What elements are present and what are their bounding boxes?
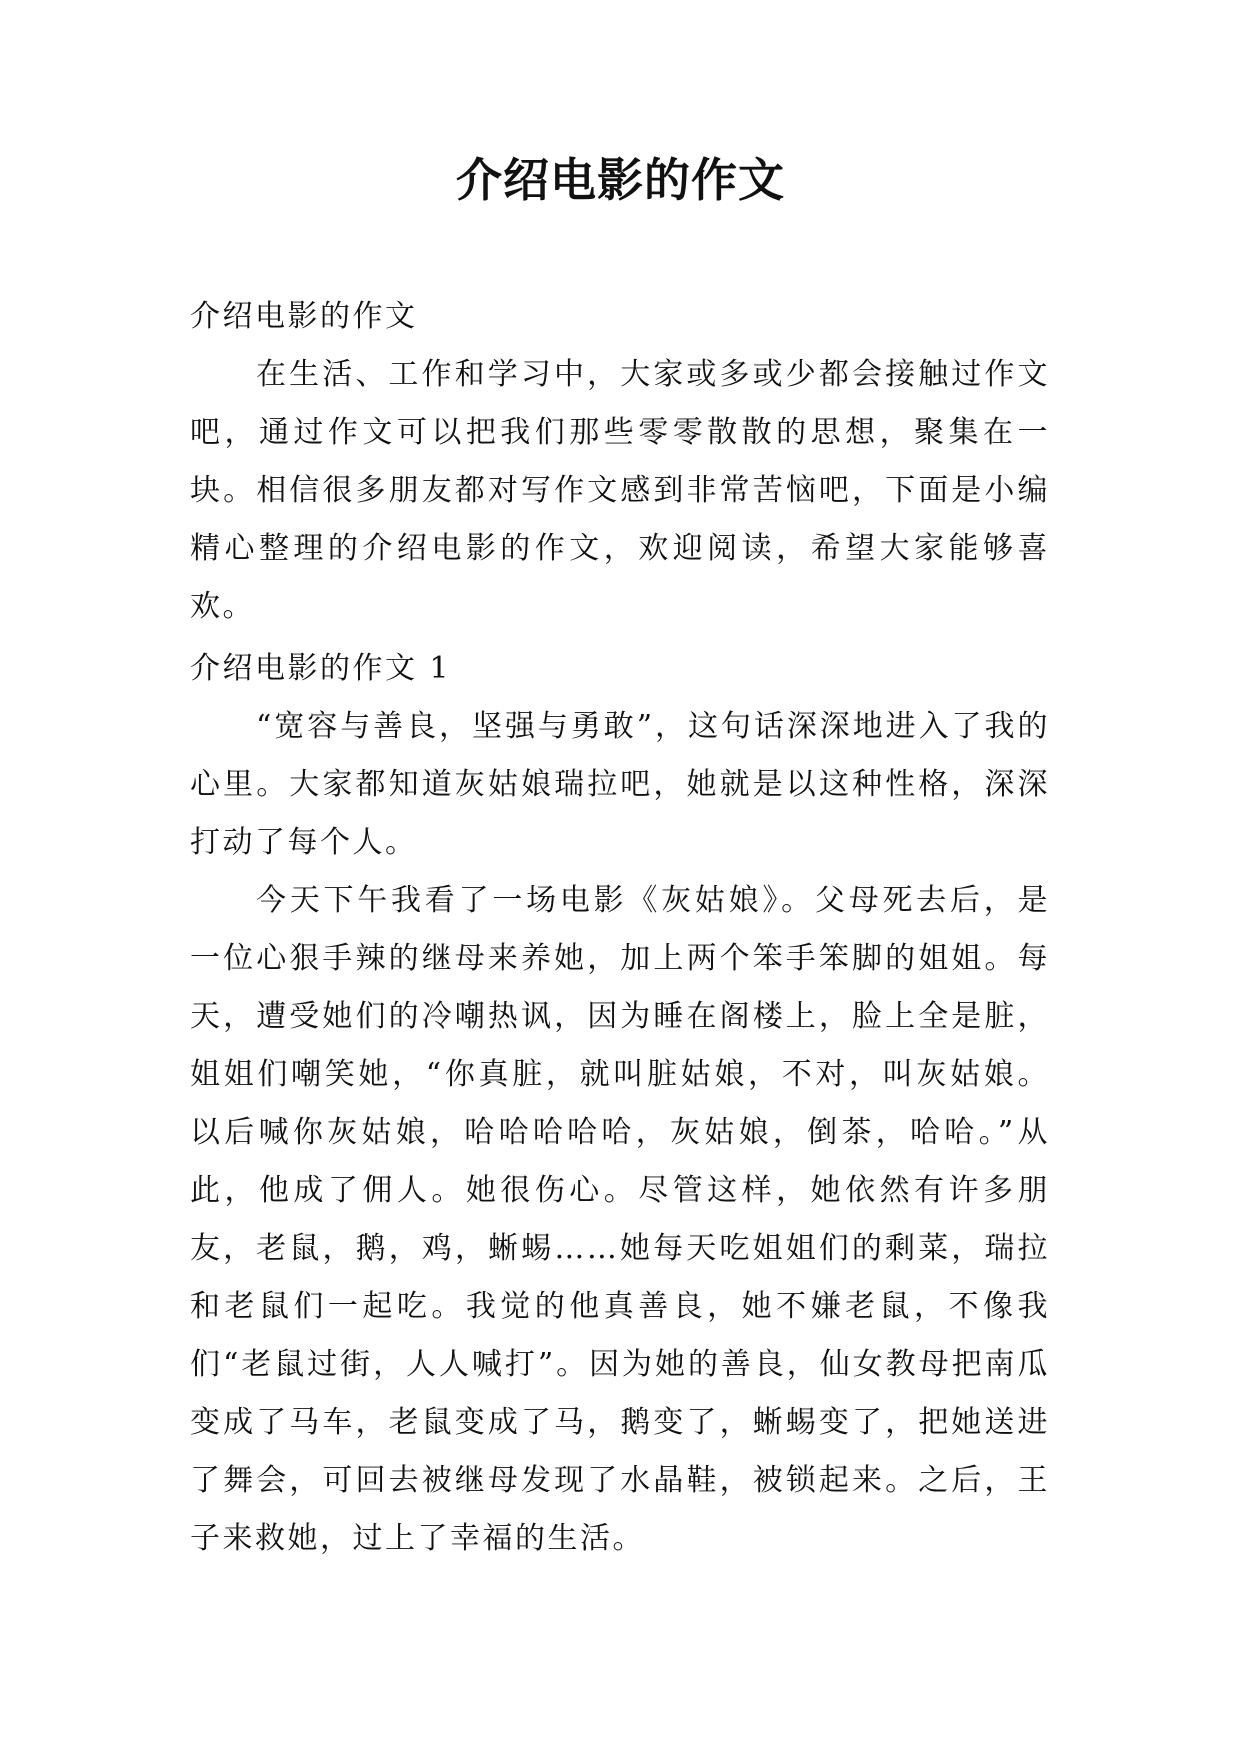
essay-1-paragraph-2: 今天下午我看了一场电影《灰姑娘》。父母死去后，是一位心狠手辣的继母来养她，加上两个笨手笨脚的姐姐。每天，遭受她们的冷嘲热讽，因为睡在阁楼上，脸上全是脏，姐姐们嘲笑她，“你真脏，就叫脏姑娘，不对，叫灰姑娘。以后喊你灰姑娘，哈哈哈哈哈，灰姑娘，倒茶，哈哈。”从此，他成了佣人。她很伤心。尽管这样，她依然有许多朋友，老鼠，鹅，鸡，蜥蜴……她每天吃姐姐们的剩菜，瑞拉和老鼠们一起吃。我觉的他真善良，她不嫌老鼠，不像我们“老鼠过街，人人喊打”。因为她的善良，仙女教母把南瓜变成了马车，老鼠变成了马，鹅变了，蜥蜴变了，把她送进了舞会，可回去被继母发现了水晶鞋，被锁起来。之后，王子来救她，过上了幸福的生活。	[190, 883, 1050, 1556]
essay-1-paragraph-1: “宽容与善良，坚强与勇敢”，这句话深深地进入了我的心里。大家都知道灰姑娘瑞拉吧，她就是以这种性格，深深打动了每个人。	[190, 709, 1050, 860]
intro-heading: 介绍电影的作文	[190, 299, 418, 334]
intro-section	[190, 288, 1050, 636]
document-title: 介绍电影的作文	[456, 153, 785, 207]
intro-paragraph: 在生活、工作和学习中，大家或多或少都会接触过作文吧，通过作文可以把我们那些零零散散的思想，聚集在一块。相信很多朋友都对写作文感到非常苦恼吧，下面是小编精心整理的介绍电影的作文，欢迎阅读，希望大家能够喜欢。	[190, 357, 1050, 624]
essay-1-heading: 介绍电影的作文 1	[190, 651, 452, 686]
essay-1-section	[190, 640, 1050, 1568]
